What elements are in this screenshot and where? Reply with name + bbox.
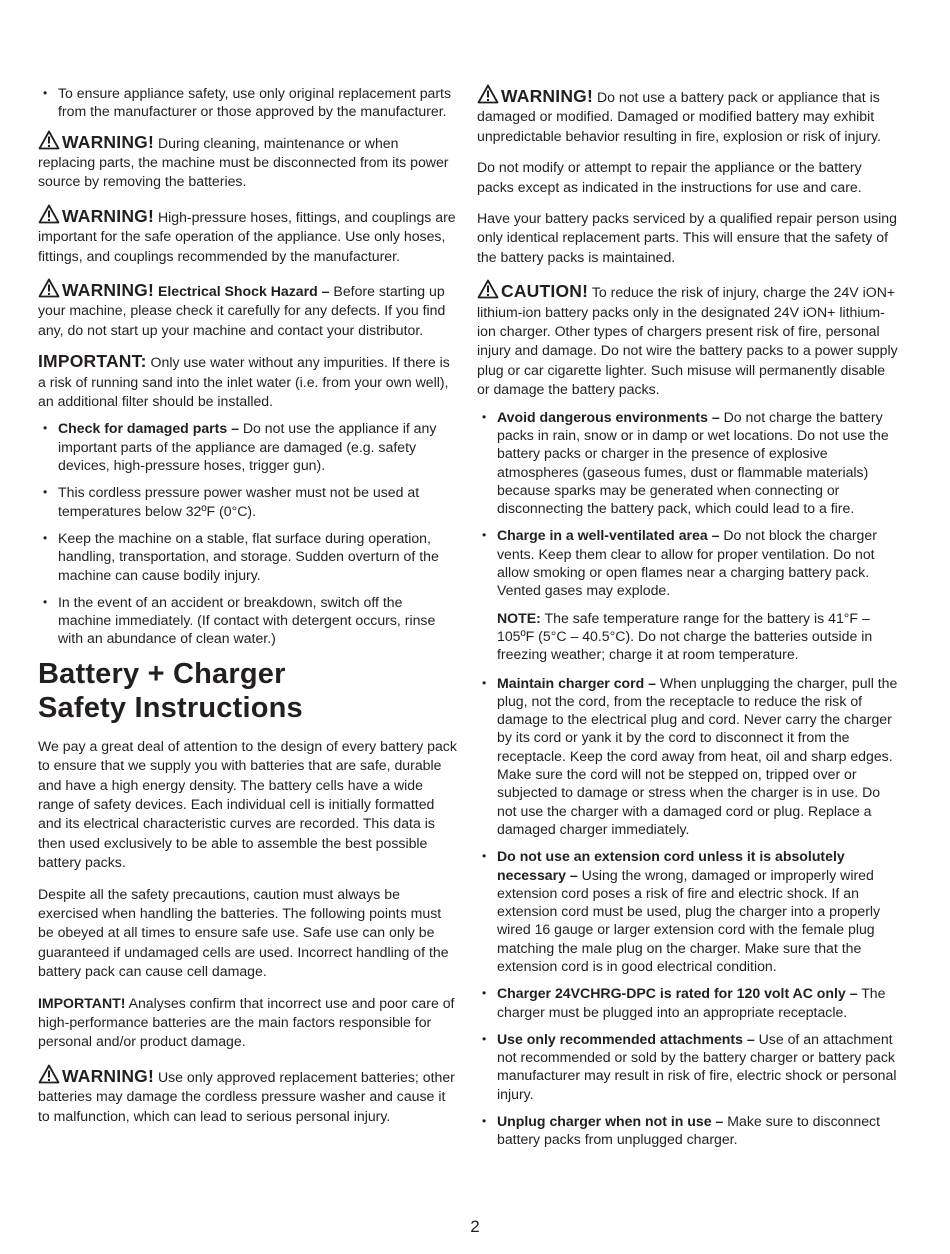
section-heading: Battery + Charger Safety Instructions	[38, 657, 303, 724]
warning-label: WARNING!	[62, 280, 155, 301]
right-column	[477, 84, 901, 1158]
important-label: IMPORTANT!	[38, 994, 126, 1011]
caution-label: CAUTION!	[501, 281, 589, 302]
paragraph-service: Have your battery packs serviced by a qualified repair person using only identical replacement parts. This will ensure that the safety of the battery packs is maintained.	[477, 210, 897, 265]
bullet-list-charger-2	[477, 674, 901, 1149]
list-item: • Use only recommended attachments – Use of an attachment not recommended or sold by the battery charger or battery pack manufacturer may result in risk of fire, electric shock or personal injury.	[477, 1030, 901, 1103]
list-item: • This cordless pressure power washer must not be used at temperatures below 32ºF (0°C).	[38, 483, 458, 520]
note-label: NOTE:	[497, 609, 541, 626]
list-item: • Unplug charger when not in use – Make sure to disconnect battery packs from unplugged charger.	[477, 1112, 901, 1149]
warning-triangle-icon	[38, 130, 60, 150]
note-temperature: NOTE: The safe temperature range for the battery is 41°F – 105ºF (5°C – 40.5°C). Do not charge the batteries outside in freezing weather; charge it at room temperature.	[497, 609, 873, 663]
paragraph-modify: Do not modify or attempt to repair the appliance or the battery packs except as indicated in the instructions for use and care.	[477, 159, 862, 195]
left-column	[38, 84, 458, 1138]
list-item: • Maintain charger cord – When unplugging the charger, pull the plug, not the cord, from the receptacle to reduce the risk of damage to the electrical plug and cord. Never carry the charger by its cord or yank it by the cord to disconnect it from the receptacle. Keep the cord away from heat, oil and sharp edges. Make sure the cord will not be stepped on, tripped over or subjected to damage or stress when the charger is in use. Do not use the charger with a damaged cord or plug. Replace a damaged charger immediately.	[477, 674, 901, 839]
important-water: IMPORTANT: Only use water without any impurities. If there is a risk of running sand into the inlet water (i.e. from your own well), an additional filter should be installed.	[38, 351, 450, 410]
warning-replacement-batteries: WARNING! Use only approved replacement batteries; other batteries may damage the cordless pressure washer and cause it to malfunction, which can lead to serious personal injury.	[38, 1065, 455, 1124]
warning-electrical-shock: WARNING! Electrical Shock Hazard – Before starting up your machine, please check it carefully for any defects. If you find any, do not start up your machine and contact your distributor.	[38, 280, 446, 338]
warning-hoses: WARNING! High-pressure hoses, fittings, and couplings are important for the safe operation of the appliance. Use only hoses, fittings, and couplings recommended by the manufacturer.	[38, 205, 456, 264]
list-item: • Charge in a well-ventilated area – Do not block the charger vents. Keep them clear to allow for proper ventilation. Do not allow smoking or open flames near a charging battery pack. Vented gases may explode.	[477, 526, 901, 599]
list-item: • Avoid dangerous environments – Do not charge the battery packs in rain, snow or in damp or wet locations. Do not use the battery packs or charger in the presence of explosive atmospheres (gaseous fumes, dust or flammable materials) because sparks may be generated when connecting or disconnecting the battery pack, which could lead to a fire.	[477, 408, 901, 518]
warning-triangle-icon	[38, 1064, 60, 1084]
bullet-list-intro	[38, 84, 458, 121]
warning-triangle-icon	[38, 204, 60, 224]
list-item: • Charger 24VCHRG-DPC is rated for 120 volt AC only – The charger must be plugged into an appropriate receptacle.	[477, 984, 901, 1021]
important-analyses: IMPORTANT! Analyses confirm that incorrect use and poor care of high-performance batteries are the main factors responsible for personal and/or product damage.	[38, 994, 455, 1050]
list-item: • Keep the machine on a stable, flat surface during operation, handling, transportation, and storage. Sudden overturn of the machine can cause bodily injury.	[38, 529, 458, 584]
warning-damaged-battery: WARNING! Do not use a battery pack or appliance that is damaged or modified. Damaged or modified battery may exhibit unpredictable behavior resulting in fire, explosion or risk of injury.	[477, 86, 881, 144]
list-item: • In the event of an accident or breakdown, switch off the machine immediately. (If contact with detergent occurs, rinse with an abundance of clean water.)	[38, 593, 458, 648]
bullet-list-safety	[38, 419, 458, 647]
warning-triangle-icon	[477, 279, 499, 299]
caution-charging: CAUTION! To reduce the risk of injury, charge the 24V iON+ lithium-ion battery packs only in the designated 24V iON+ lithium-ion charger. Other types of chargers present risk of fire, personal injury and damage. Do not wire the battery packs to a power supply plug or car cigarette lighter. Such misuse will permanently disable or damage the battery packs.	[477, 281, 898, 398]
warning-triangle-icon	[38, 278, 60, 298]
paragraph-precautions: Despite all the safety precautions, caution must always be exercised when handling the batteries. The following points must be obeyed at all times to ensure safe use. Safe use can only be guaranteed if undamaged cells are used. Incorrect handling of the battery pack can cause cell damage.	[38, 885, 449, 980]
warning-label: WARNING!	[62, 1065, 155, 1086]
list-item: • Check for damaged parts – Do not use the appliance if any important parts of the appliance are damaged (e.g. safety devices, high-pressure hoses, trigger gun).	[38, 419, 458, 474]
important-label: IMPORTANT:	[38, 351, 147, 372]
list-item: • Do not use an extension cord unless it is absolutely necessary – Using the wrong, damaged or improperly wired extension cord poses a risk of fire and electric shock. If an extension cord must be used, plug the charger into a properly wired 16 gauge or larger extension cord with the female plug matching the male plug on the charger. Make sure that the extension cord is in good electrical condition.	[477, 847, 901, 975]
bullet-list-charger	[477, 408, 901, 600]
paragraph-design: We pay a great deal of attention to the design of every battery pack to ensure that we supply you with batteries that are safe, durable and have a high energy density. The battery cells have a wide range of safety devices. Each individual cell is initially formatted and its electrical characteristic curves are recorded. This data is then used exclusively to be able to assemble the best possible battery packs.	[38, 737, 457, 871]
warning-triangle-icon	[477, 84, 499, 104]
warning-label: WARNING!	[501, 86, 594, 106]
warning-cleaning: WARNING! During cleaning, maintenance or when replacing parts, the machine must be disconnected from its power source by removing the batteries.	[38, 131, 449, 190]
list-item: • To ensure appliance safety, use only original replacement parts from the manufacturer or those approved by the manufacturer.	[38, 84, 458, 121]
warning-label: WARNING!	[62, 205, 155, 226]
page-number: 2	[470, 1217, 480, 1236]
warning-label: WARNING!	[62, 131, 155, 152]
